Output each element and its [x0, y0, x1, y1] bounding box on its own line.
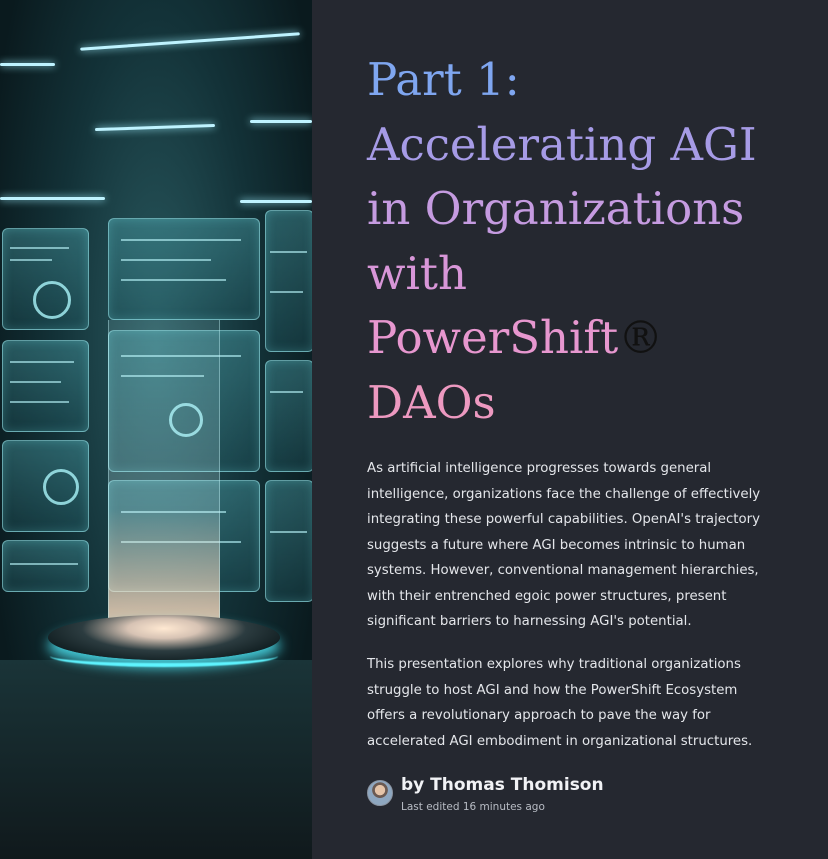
ceiling-light [95, 124, 215, 131]
last-edited-timestamp: Last edited 16 minutes ago [401, 801, 545, 813]
hologram-light-column [108, 320, 220, 635]
title-line: DAOs [367, 375, 496, 429]
title-line: Accelerating AGI [367, 117, 757, 171]
author-info [401, 774, 604, 816]
author-name: by Thomas Thomison [401, 775, 604, 795]
hologram-panel [265, 210, 312, 352]
registered-mark: ® [618, 311, 664, 364]
overview-paragraph: This presentation explores why traditional organizations struggle to host AGI and how the PowerShift Ecosystem offers a revolutionary approach to pave the way for accelerated AGI embodiment in organizational structures. [367, 657, 753, 749]
hologram-panel [265, 360, 312, 472]
hologram-panel [265, 480, 312, 602]
hologram-panel [2, 228, 89, 330]
title-line: in Organizations [367, 182, 745, 235]
floor [0, 660, 312, 859]
title-line [367, 306, 817, 371]
ceiling-light [80, 32, 300, 50]
author-block [367, 774, 604, 816]
hero-image [0, 0, 312, 859]
hologram-panel [2, 340, 89, 432]
ceiling-light [250, 120, 312, 123]
ceiling-light [0, 63, 55, 66]
slide-title [367, 48, 817, 435]
pedestal-glow-ring [50, 645, 278, 667]
ceiling-light [240, 200, 312, 203]
ceiling-light [0, 197, 105, 200]
title-line: Part 1: [367, 53, 520, 106]
hologram-panel [108, 218, 260, 320]
intro-paragraph: As artificial intelligence progresses towards general intelligence, organizations face the challenge of effectively integrating these powerful capabilities. OpenAI's trajectory suggests a future where AGI becomes intrinsic to human systems. However, conventional management hierarchies, with their entrenched egoic power structures, present significant barriers to harnessing AGI's potential. [367, 461, 761, 629]
hologram-panel [2, 540, 89, 592]
title-brand: PowerShift [367, 311, 619, 364]
title-line: with [367, 246, 467, 300]
hologram-panel [2, 440, 89, 532]
avatar [367, 780, 393, 806]
slide-content [312, 0, 828, 859]
